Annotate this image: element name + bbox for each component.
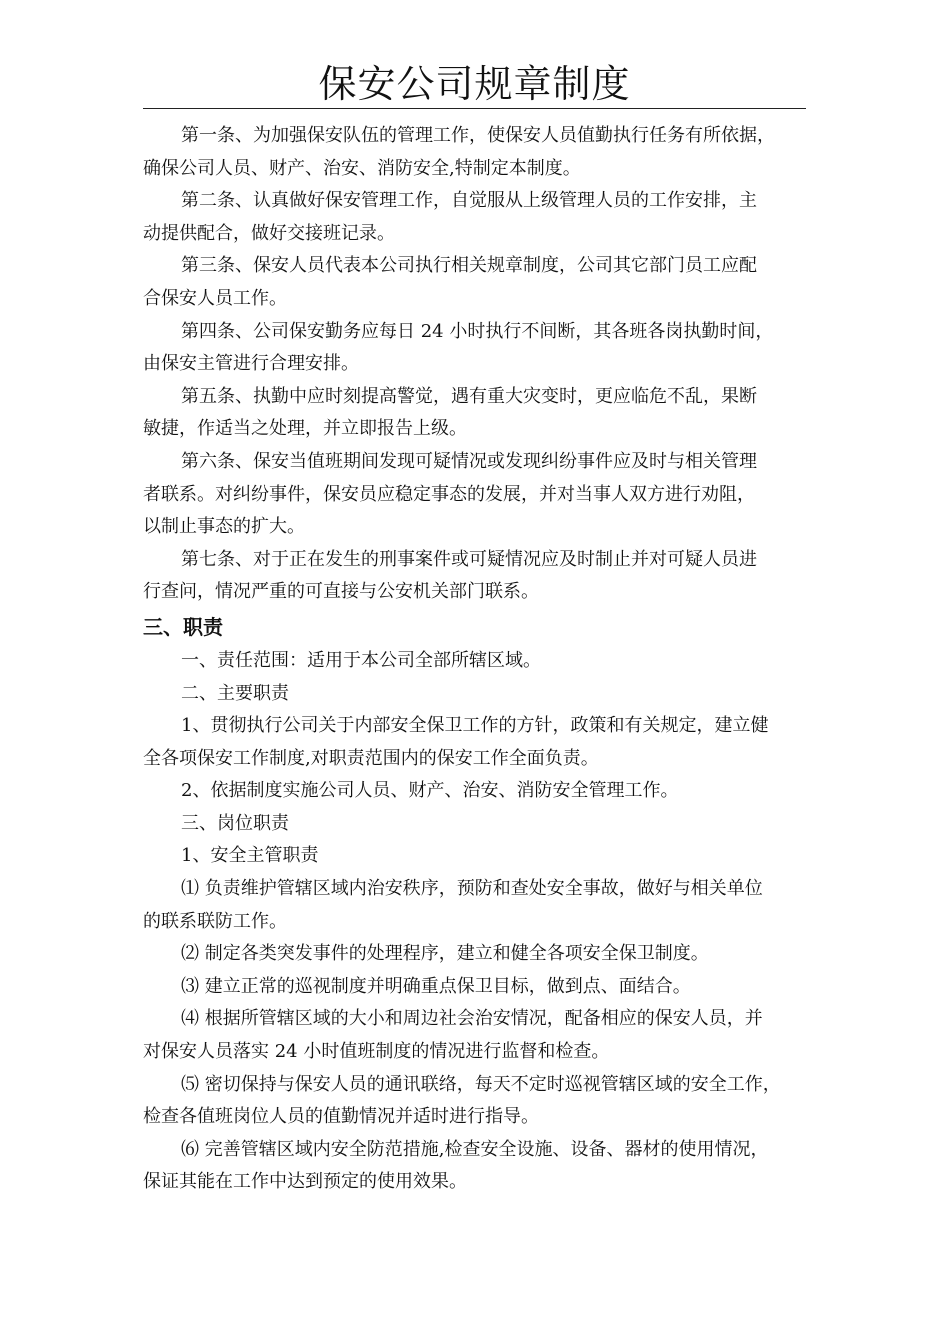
duty-line: 1、安全主管职责 bbox=[181, 845, 319, 867]
article-3 bbox=[143, 250, 809, 315]
duty-scope bbox=[143, 645, 809, 678]
duty-item-3 bbox=[143, 971, 809, 1004]
article-line: 第六条、保安当值班期间发现可疑情况或发现纠纷事件应及时与相关管理 bbox=[181, 450, 757, 472]
duty-line: 保证其能在工作中达到预定的使用效果。 bbox=[143, 1171, 467, 1193]
article-line: 第二条、认真做好保安管理工作，自觉服从上级管理人员的工作安排，主 bbox=[181, 190, 757, 212]
article-6 bbox=[143, 446, 809, 544]
duty-main-1 bbox=[143, 710, 809, 775]
duty-supervisor-heading bbox=[143, 840, 809, 873]
duty-line: 对保安人员落实 24 小时值班制度的情况进行监督和检查。 bbox=[143, 1041, 610, 1063]
article-2 bbox=[143, 185, 809, 250]
duty-item-5 bbox=[143, 1069, 809, 1134]
duty-line: 二、主要职责 bbox=[181, 682, 289, 704]
duty-line: 2、依据制度实施公司人员、财产、治安、消防安全管理工作。 bbox=[181, 780, 679, 802]
article-line: 第三条、保安人员代表本公司执行相关规章制度，公司其它部门员工应配 bbox=[181, 255, 757, 277]
article-line: 第五条、执勤中应时刻提高警觉，遇有重大灾变时，更应临危不乱，果断 bbox=[181, 385, 757, 407]
duty-line: ⑹ 完善管辖区域内安全防范措施,检查安全设施、设备、器材的使用情况， bbox=[181, 1138, 769, 1160]
article-line: 合保安人员工作。 bbox=[143, 287, 287, 309]
duty-line: 一、责任范围：适用于本公司全部所辖区域。 bbox=[181, 649, 541, 671]
duty-line: 检查各值班岗位人员的值勤情况并适时进行指导。 bbox=[143, 1106, 539, 1128]
section-heading-duties: 三、职责 bbox=[143, 614, 223, 639]
article-5 bbox=[143, 381, 809, 446]
article-1 bbox=[143, 120, 809, 185]
article-line: 敏捷，作适当之处理，并立即报告上级。 bbox=[143, 418, 467, 440]
duty-main-heading bbox=[143, 678, 809, 711]
duty-line: 1、贯彻执行公司关于内部安全保卫工作的方针，政策和有关规定，建立健 bbox=[181, 715, 769, 737]
duty-line: ⑴ 负责维护管辖区域内治安秩序，预防和查处安全事故，做好与相关单位 bbox=[181, 878, 763, 900]
duty-line: ⑸ 密切保持与保安人员的通讯联络，每天不定时巡视管辖区域的安全工作， bbox=[181, 1073, 781, 1095]
duty-item-4 bbox=[143, 1003, 809, 1068]
title-underline bbox=[143, 108, 806, 109]
duty-post-heading bbox=[143, 808, 809, 841]
document-title: 保安公司规章制度 bbox=[318, 62, 631, 106]
article-line: 者联系。对纠纷事件，保安员应稳定事态的发展，并对当事人双方进行劝阻， bbox=[143, 483, 755, 505]
article-line: 行查问，情况严重的可直接与公安机关部门联系。 bbox=[143, 581, 539, 603]
article-line: 由保安主管进行合理安排。 bbox=[143, 353, 359, 375]
article-line: 动提供配合，做好交接班记录。 bbox=[143, 222, 395, 244]
duty-line: ⑶ 建立正常的巡视制度并明确重点保卫目标，做到点、面结合。 bbox=[181, 975, 691, 997]
article-line: 确保公司人员、财产、治安、消防安全,特制定本制度。 bbox=[143, 157, 581, 179]
duty-line: 全各项保安工作制度,对职责范围内的保安工作全面负责。 bbox=[143, 747, 599, 769]
duty-line: 的联系联防工作。 bbox=[143, 910, 287, 932]
article-7 bbox=[143, 544, 809, 609]
article-line: 第一条、为加强保安队伍的管理工作，使保安人员值勤执行任务有所依据， bbox=[181, 125, 775, 146]
document-body bbox=[143, 120, 809, 1199]
duty-line: 三、岗位职责 bbox=[181, 812, 289, 834]
article-line: 以制止事态的扩大。 bbox=[143, 516, 305, 538]
duty-item-1 bbox=[143, 873, 809, 938]
article-line: 第四条、公司保安勤务应每日 24 小时执行不间断，其各班各岗执勤时间， bbox=[181, 320, 774, 342]
duty-line: ⑵ 制定各类突发事件的处理程序，建立和健全各项安全保卫制度。 bbox=[181, 943, 709, 965]
article-4 bbox=[143, 316, 809, 381]
duty-line: ⑷ 根据所管辖区域的大小和周边社会治安情况，配备相应的保安人员，并 bbox=[181, 1008, 763, 1030]
duty-item-6 bbox=[143, 1134, 809, 1199]
duty-item-2 bbox=[143, 938, 809, 971]
article-line: 第七条、对于正在发生的刑事案件或可疑情况应及时制止并对可疑人员进 bbox=[181, 548, 757, 570]
duty-main-2 bbox=[143, 775, 809, 808]
